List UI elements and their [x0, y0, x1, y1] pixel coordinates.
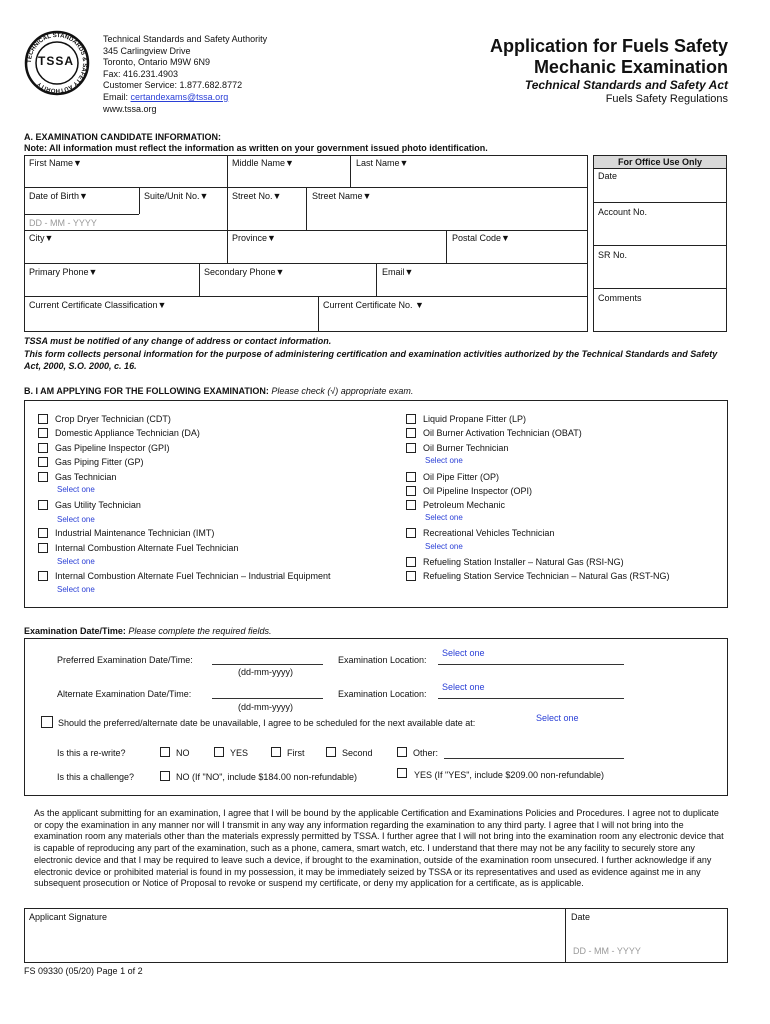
date-of-birth-field[interactable]: Date of Birth▼: [29, 191, 88, 201]
section-b-title: B. I AM APPLYING FOR THE FOLLOWING EXAMINATION: Please check (√) appropriate exam.: [24, 386, 414, 396]
logo-text: TSSA: [38, 54, 75, 68]
icaf-select[interactable]: Select one: [57, 557, 95, 566]
date-format-hint: (dd-mm-yyyy): [238, 667, 293, 677]
exam-label: Refueling Station Installer – Natural Gas (RSI-NG): [423, 557, 624, 567]
exam-checkbox-da[interactable]: [38, 428, 48, 438]
svg-text:TECHNICAL STANDARDS & SAFETY A: TECHNICAL STANDARDS & SAFETY AUTHORITY: [26, 32, 88, 94]
alternate-location-input[interactable]: [438, 698, 624, 699]
exam-label: Gas Piping Fitter (GP): [55, 457, 144, 467]
exam-checkbox-opi[interactable]: [406, 486, 416, 496]
rewrite-no-label: NO: [176, 748, 190, 758]
form-footer: FS 09330 (05/20) Page 1 of 2: [24, 966, 143, 976]
preferred-location-input[interactable]: [438, 664, 624, 665]
signature-date-input[interactable]: DD - MM - YYYY: [573, 946, 641, 956]
office-use-box: [593, 155, 727, 332]
office-date: Date: [598, 171, 618, 181]
exam-label: Domestic Appliance Technician (DA): [55, 428, 200, 438]
act-name: Technical Standards and Safety Act: [524, 78, 728, 92]
certificate-number-field[interactable]: Current Certificate No. ▼: [323, 300, 424, 310]
exam-checkbox-op[interactable]: [406, 472, 416, 482]
exam-label: Oil Burner Activation Technician (OBAT): [423, 428, 582, 438]
petroleum-select[interactable]: Select one: [425, 513, 463, 522]
certificate-classification-field[interactable]: Current Certificate Classification▼: [29, 300, 167, 310]
exam-checkbox-lp[interactable]: [406, 414, 416, 424]
rewrite-other-checkbox[interactable]: [397, 747, 407, 757]
privacy-notice: This form collects personal information for the purpose of administering certification and examination activities authorized by the Technical Standards and Safety Act, 2000, S.O. 2000, c. 16.: [24, 349, 718, 371]
office-use-title: For Office Use Only: [594, 156, 726, 168]
next-available-select[interactable]: Select one: [536, 713, 579, 723]
next-available-label: Should the preferred/alternate date be unavailable, I agree to be scheduled for the next available date at:: [58, 718, 476, 728]
preferred-date-input[interactable]: [212, 664, 323, 665]
alternate-date-input[interactable]: [212, 698, 323, 699]
exam-label: Oil Pipeline Inspector (OPI): [423, 486, 533, 496]
rewrite-other-input[interactable]: [444, 758, 624, 759]
exam-label: Gas Utility Technician: [55, 500, 141, 510]
preferred-location-label: Examination Location:: [338, 655, 427, 665]
exam-label: Refueling Station Service Technician – Natural Gas (RST-NG): [423, 571, 670, 581]
email-field[interactable]: Email▼: [382, 267, 414, 277]
signature-date-label: Date: [571, 912, 591, 922]
city-field[interactable]: City▼: [29, 233, 54, 243]
gas-tech-select[interactable]: Select one: [57, 485, 95, 494]
middle-name-field[interactable]: Middle Name▼: [232, 158, 294, 168]
secondary-phone-field[interactable]: Secondary Phone▼: [204, 267, 285, 277]
notify-change-notice: TSSA must be notified of any change of address or contact information.: [24, 336, 332, 346]
preferred-date-label: Preferred Examination Date/Time:: [57, 655, 193, 665]
exam-label: Internal Combustion Alternate Fuel Technician – Industrial Equipment: [55, 571, 331, 581]
rewrite-second-label: Second: [342, 748, 373, 758]
province-field[interactable]: Province▼: [232, 233, 276, 243]
org-address: Technical Standards and Safety Authority 345 Carlingview Drive Toronto, Ontario M9W 6N9 Fax: 416.231.4903 Customer Service: 1.877.682.8772 Email: certandexams@tssa.org www.tssa.org: [103, 34, 268, 114]
rewrite-first-label: First: [287, 748, 305, 758]
office-sr-no: SR No.: [598, 250, 628, 260]
last-name-field[interactable]: Last Name▼: [356, 158, 409, 168]
section-a-note: Note: All information must reflect the information as written on your government issued photo identification.: [24, 143, 488, 153]
exam-checkbox-rv[interactable]: [406, 528, 416, 538]
rewrite-label: Is this a re-write?: [57, 748, 126, 758]
section-a-title: A. EXAMINATION CANDIDATE INFORMATION:: [24, 132, 221, 142]
rewrite-second-checkbox[interactable]: [326, 747, 336, 757]
exam-checkbox-icaf[interactable]: [38, 543, 48, 553]
declaration-text: As the applicant submitting for an examination, I agree that I will be bound by the applicable Certification and Examinations Policies and Procedures. I agree not to duplicate or copy the examination in any manner nor will I transmit in any way any information regarding the examination to any third party. I agree that I will not bring into the examination room any materials other than the materials expressly permitted by TSSA. I further agree that I will not bring into the examination room any electronic device that is capable of reproducing any part of the examination, such as a phone, camera, smart watch, etc. I understand that there may not be any facility to securely store any electronic device and that I may be required to leave such a device, if brought to the examination, outside of the examination room unsecured. I further acknowledge if any electronic device or prohibited material is found in my possession, it may be immediately seized by TSSA or its representatives and used as evidence against me in any subsequent prosecution or Notice of Proposal to revoke or suspend my certificate, or deny my application for a certificate, as is applicable.: [34, 808, 724, 889]
exam-checkbox-cdt[interactable]: [38, 414, 48, 424]
exam-label: Gas Technician: [55, 472, 117, 482]
date-format-hint: (dd-mm-yyyy): [238, 702, 293, 712]
exam-checkbox-gp[interactable]: [38, 457, 48, 467]
primary-phone-field[interactable]: Primary Phone▼: [29, 267, 98, 277]
first-name-field[interactable]: First Name▼: [29, 158, 82, 168]
street-name-field[interactable]: Street Name▼: [312, 191, 372, 201]
rewrite-first-checkbox[interactable]: [271, 747, 281, 757]
exam-label: Gas Pipeline Inspector (GPI): [55, 443, 170, 453]
exam-checkbox-gpi[interactable]: [38, 443, 48, 453]
exam-label: Oil Pipe Fitter (OP): [423, 472, 500, 482]
dob-placeholder[interactable]: DD - MM - YYYY: [29, 218, 97, 228]
exam-label: Liquid Propane Fitter (LP): [423, 414, 527, 424]
street-no-field[interactable]: Street No.▼: [232, 191, 282, 201]
rewrite-no-checkbox[interactable]: [160, 747, 170, 757]
exam-label: Petroleum Mechanic: [423, 500, 506, 510]
suite-unit-field[interactable]: Suite/Unit No.▼: [144, 191, 209, 201]
office-account-no: Account No.: [598, 207, 648, 217]
email-link[interactable]: certandexams@tssa.org: [130, 91, 229, 102]
exam-checkbox-imt[interactable]: [38, 528, 48, 538]
rewrite-yes-label: YES: [230, 748, 249, 758]
form-title: Application for Fuels Safety Mechanic Examination: [489, 36, 728, 77]
exam-checkbox-oil-burner[interactable]: [406, 443, 416, 453]
office-comments: Comments: [598, 293, 642, 303]
exam-label: Crop Dryer Technician (CDT): [55, 414, 171, 424]
exam-checkbox-icaf-ie[interactable]: [38, 571, 48, 581]
exam-checkbox-rst-ng[interactable]: [406, 571, 416, 581]
exam-label: Recreational Vehicles Technician: [423, 528, 555, 538]
postal-code-field[interactable]: Postal Code▼: [452, 233, 510, 243]
challenge-no-label: NO (If "NO", include $184.00 non-refundable): [176, 772, 357, 782]
exam-checkbox-obat[interactable]: [406, 428, 416, 438]
alternate-date-label: Alternate Examination Date/Time:: [57, 689, 192, 699]
exam-checkbox-petroleum[interactable]: [406, 500, 416, 510]
exam-checkbox-gas-utility[interactable]: [38, 500, 48, 510]
exam-label: Oil Burner Technician: [423, 443, 509, 453]
rewrite-other-label: Other:: [413, 748, 439, 758]
challenge-yes-label: YES (If "YES", include $209.00 non-refundable): [414, 770, 605, 780]
alternate-location-label: Examination Location:: [338, 689, 427, 699]
icaf-ie-select[interactable]: Select one: [57, 585, 95, 594]
next-available-checkbox[interactable]: [41, 716, 53, 728]
preferred-location-select[interactable]: Select one: [442, 648, 485, 658]
rv-select[interactable]: Select one: [425, 542, 463, 551]
gas-utility-select[interactable]: Select one: [57, 515, 95, 524]
exam-date-title: Examination Date/Time: Please complete the required fields.: [24, 626, 272, 636]
tssa-logo: [24, 30, 90, 96]
exam-label: Industrial Maintenance Technician (IMT): [55, 528, 215, 538]
challenge-no-checkbox[interactable]: [160, 771, 170, 781]
challenge-label: Is this a challenge?: [57, 772, 135, 782]
rewrite-yes-checkbox[interactable]: [214, 747, 224, 757]
applicant-signature-field[interactable]: Applicant Signature: [29, 912, 108, 922]
challenge-yes-checkbox[interactable]: [397, 768, 407, 778]
exam-checkbox-gas-tech[interactable]: [38, 472, 48, 482]
exam-checkbox-rsi-ng[interactable]: [406, 557, 416, 567]
exam-label: Internal Combustion Alternate Fuel Technician: [55, 543, 239, 553]
oil-burner-select[interactable]: Select one: [425, 456, 463, 465]
alternate-location-select[interactable]: Select one: [442, 682, 485, 692]
regulations-name: Fuels Safety Regulations: [605, 93, 728, 105]
